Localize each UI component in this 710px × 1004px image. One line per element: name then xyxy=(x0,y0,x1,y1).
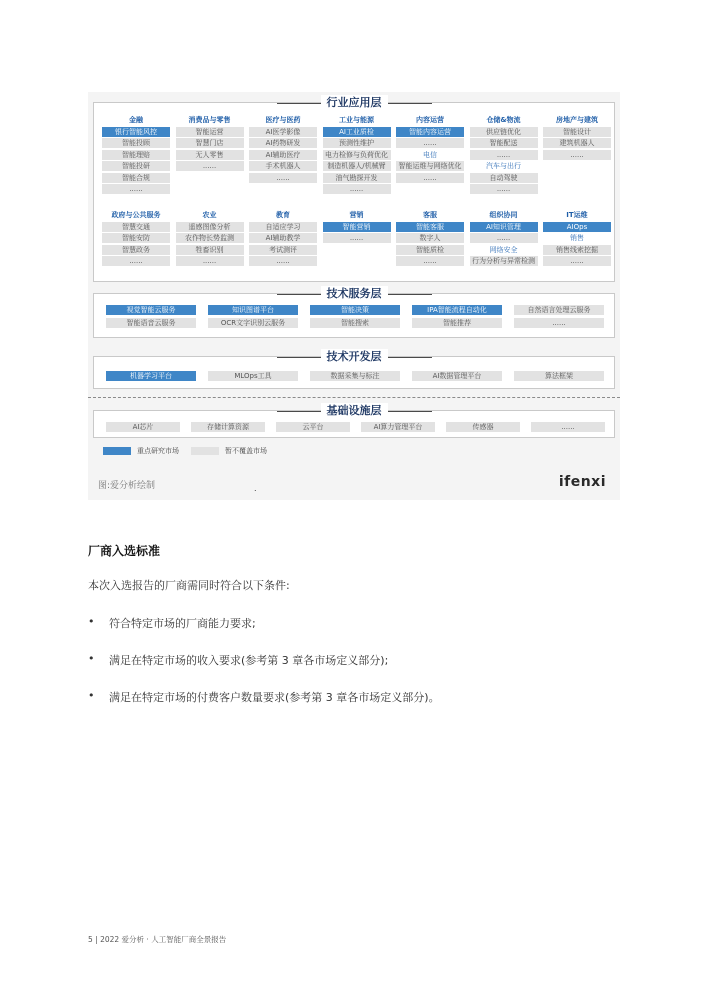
industry-cell: AI知识管理 xyxy=(470,222,538,232)
industry-cell: ...... xyxy=(323,233,391,243)
legend-swatch-other xyxy=(191,447,219,455)
industry-cell: ...... xyxy=(176,256,244,266)
industry-cell: 制造机器人/机械臂 xyxy=(323,161,391,171)
stray-dot: . xyxy=(254,484,257,493)
service-cell: 智能语音云服务 xyxy=(106,318,196,328)
bullet-mark: • xyxy=(88,652,95,665)
industry-cell: ...... xyxy=(323,184,391,194)
industry-cell: 农作物长势监测 xyxy=(176,233,244,243)
industry-cell: ...... xyxy=(249,173,317,183)
industry-cell: 智能运营 xyxy=(176,127,244,137)
industry-cell: 银行智能风控 xyxy=(102,127,170,137)
service-cell: 知识图谱平台 xyxy=(208,305,298,315)
industry-header: 房地产与建筑 xyxy=(556,116,598,124)
industry-cell: 智能设计 xyxy=(543,127,611,137)
industry-header: 营销 xyxy=(349,211,364,219)
industry-cell: AI工业质检 xyxy=(323,127,391,137)
service-cell: IPA智能流程自动化 xyxy=(412,305,502,315)
dev-cell: 机器学习平台 xyxy=(106,371,196,381)
intro-text: 本次入选报告的厂商需同时符合以下条件: xyxy=(88,579,290,592)
industry-cell: AI辅助医疗 xyxy=(249,150,317,160)
industry-cell: ...... xyxy=(102,256,170,266)
industry-cell: 智能配送 xyxy=(470,138,538,148)
industry-cell: AI药物研发 xyxy=(249,138,317,148)
industry-header: 教育 xyxy=(276,211,290,219)
infra-cell: 存储计算资源 xyxy=(191,422,265,432)
service-cell: 智能推荐 xyxy=(412,318,502,328)
industry-cell: ...... xyxy=(543,256,611,266)
layer-title: 基础设施层 xyxy=(321,403,388,419)
industry-cell: 自适应学习 xyxy=(249,222,317,232)
ai-market-map-figure xyxy=(88,92,620,500)
infrastructure-layer xyxy=(93,404,615,438)
industry-cell: 智能质检 xyxy=(396,245,464,255)
industry-cell: 智慧门店 xyxy=(176,138,244,148)
dev-cell: AI数据管理平台 xyxy=(412,371,502,381)
industry-cell: ...... xyxy=(470,150,538,160)
service-cell: 视觉智能云服务 xyxy=(106,305,196,315)
industry-cell: 智慧交通 xyxy=(102,222,170,232)
industry-subheader: 网络安全 xyxy=(489,245,518,254)
industry-cell: 智能运维与网络优化 xyxy=(396,161,464,171)
industry-cell: 智能投研 xyxy=(102,161,170,171)
infra-cell: 传感器 xyxy=(446,422,520,432)
industry-cell: 无人零售 xyxy=(176,150,244,160)
industry-subheader: 销售 xyxy=(570,234,584,242)
industry-cell: ...... xyxy=(543,150,611,160)
industry-cell: 智能客服 xyxy=(396,222,464,232)
legend-swatch-key xyxy=(103,447,131,455)
industry-cell: 行为分析与异常检测 xyxy=(470,256,538,266)
industry-cell: 智能合规 xyxy=(102,173,170,183)
dev-cell: MLOps工具 xyxy=(208,371,298,381)
industry-cell: 智能理赔 xyxy=(102,150,170,160)
industry-cell: 智能投顾 xyxy=(102,138,170,148)
service-cell: OCR文字识别云服务 xyxy=(208,318,298,328)
industry-header: 医疗与医药 xyxy=(265,116,301,124)
industry-cell: 智能安防 xyxy=(102,233,170,243)
industry-header: 内容运营 xyxy=(416,116,444,124)
industry-cell: 智能营销 xyxy=(323,222,391,232)
service-cell: 自然语言处理云服务 xyxy=(514,305,604,315)
service-cell: ...... xyxy=(514,318,604,328)
industry-application-layer xyxy=(93,96,615,282)
industry-cell: AI医学影像 xyxy=(249,127,317,137)
industry-header: IT运维 xyxy=(566,211,588,219)
industry-cell: 牲畜识别 xyxy=(176,245,244,255)
industry-cell: ...... xyxy=(396,173,464,183)
industry-subheader: 汽车与出行 xyxy=(486,162,521,170)
industry-cell: 遥感图像分析 xyxy=(176,222,244,232)
industry-cell: ...... xyxy=(102,184,170,194)
industry-header: 仓储&物流 xyxy=(486,116,521,124)
dashed-divider xyxy=(88,397,620,398)
industry-cell: ...... xyxy=(470,233,538,243)
infra-cell: AI算力管理平台 xyxy=(361,422,435,432)
industry-cell: 电力检修与负荷优化 xyxy=(323,150,391,160)
industry-header: 组织协同 xyxy=(489,211,518,219)
industry-header: 金融 xyxy=(129,116,143,124)
industry-cell: 智慧政务 xyxy=(102,245,170,255)
layer-title: 技术服务层 xyxy=(321,286,388,302)
industry-cell: 销售线索挖掘 xyxy=(543,245,611,255)
industry-cell: 建筑机器人 xyxy=(543,138,611,148)
tech-dev-layer xyxy=(93,350,615,389)
industry-header: 政府与公共服务 xyxy=(111,211,161,219)
page-footer: 5 | 2022 爱分析 · 人工智能厂商全景报告 xyxy=(88,935,227,944)
industry-header: 工业与能源 xyxy=(339,116,374,124)
layer-title: 技术开发层 xyxy=(321,349,388,365)
section-title: 厂商入选标准 xyxy=(88,544,161,558)
industry-cell: ...... xyxy=(176,161,244,171)
layer-title: 行业应用层 xyxy=(321,95,388,111)
dev-cell: 数据采集与标注 xyxy=(310,371,400,381)
ifenxi-logo: ifenxi xyxy=(558,474,606,490)
industry-cell: ...... xyxy=(470,184,538,194)
legend-label-key: 重点研究市场 xyxy=(137,447,179,455)
industry-header: 客服 xyxy=(423,211,437,219)
industry-subheader: 电信 xyxy=(423,150,437,159)
service-cell: 智能搜索 xyxy=(310,318,400,328)
industry-cell: 考试测评 xyxy=(249,245,317,255)
industry-cell: 手术机器人 xyxy=(249,161,317,171)
industry-cell: AI辅助教学 xyxy=(249,233,317,243)
industry-header: 消费品与零售 xyxy=(188,116,231,124)
legend-label-other: 暂不覆盖市场 xyxy=(225,447,267,455)
industry-cell: 智能内容运营 xyxy=(396,127,464,137)
dev-cell: 算法框架 xyxy=(514,371,604,381)
industry-cell: 数字人 xyxy=(396,233,464,243)
tech-service-layer xyxy=(93,287,615,338)
infra-cell: 云平台 xyxy=(276,422,350,432)
industry-header: 农业 xyxy=(202,211,217,219)
industry-cell: ...... xyxy=(396,256,464,266)
bullet-mark: • xyxy=(88,689,95,702)
infra-cell: AI芯片 xyxy=(106,422,180,432)
industry-cell: 自动驾驶 xyxy=(470,173,538,183)
service-cell: 智能决策 xyxy=(310,305,400,315)
industry-cell: 预测性维护 xyxy=(323,138,391,148)
industry-cell: AIOps xyxy=(543,222,611,232)
bullet-mark: • xyxy=(88,615,95,628)
industry-cell: ...... xyxy=(249,256,317,266)
industry-cell: 供应链优化 xyxy=(470,127,538,137)
industry-cell: 油气勘探开发 xyxy=(323,173,391,183)
figure-caption: 图:爱分析绘制 xyxy=(98,481,156,491)
infra-cell: ...... xyxy=(531,422,605,432)
industry-cell: ...... xyxy=(396,138,464,148)
